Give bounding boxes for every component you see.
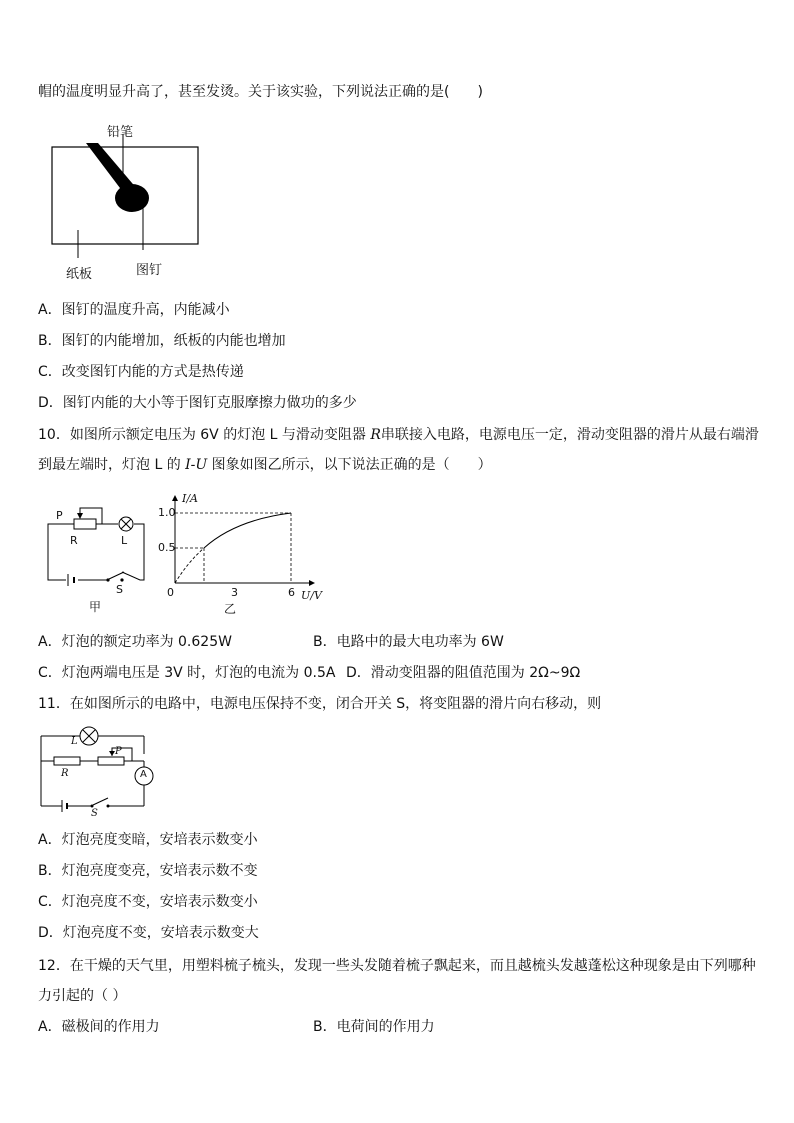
q10-text-d: 图象如图乙所示，以下说法正确的是（ ） bbox=[207, 457, 492, 473]
q11-option-d: D．灯泡亮度不变，安培表示数变大 bbox=[38, 925, 259, 941]
q11-label-s: S bbox=[91, 808, 98, 819]
q11-option-b: B．灯泡亮度变亮，安培表示数不变 bbox=[38, 863, 258, 879]
q10-caption-yi: 乙 bbox=[224, 602, 237, 616]
q11-label-a: A bbox=[140, 769, 147, 780]
q10-option-b: B．电路中的最大电功率为 6W bbox=[313, 634, 504, 650]
q9-option-c: C．改变图钉内能的方式是热传递 bbox=[38, 364, 244, 380]
curve-solid bbox=[204, 513, 291, 548]
q9-option-d: D．图钉内能的大小等于图钉克服摩擦力做功的多少 bbox=[38, 395, 357, 411]
q10-option-d: D．滑动变阻器的阻值范围为 2Ω~9Ω bbox=[346, 665, 581, 681]
q10-text-a: 10．如图所示额定电压为 6V 的灯泡 L 与滑动变阻器 bbox=[38, 427, 371, 443]
q11-stem: 11．在如图所示的电路中，电源电压保持不变，闭合开关 S，将变阻器的滑片向右移动，则 bbox=[38, 696, 602, 712]
q12-option-a: A．磁极间的作用力 bbox=[38, 1019, 160, 1035]
q10-ytick-05: 0.5 bbox=[158, 541, 176, 554]
q10-caption-jia: 甲 bbox=[89, 600, 102, 614]
label-cardboard: 纸板 bbox=[66, 267, 93, 282]
q10-option-c: C．灯泡两端电压是 3V 时，灯泡的电流为 0.5A bbox=[38, 665, 336, 681]
slider-wire bbox=[80, 508, 102, 524]
thumbtack-head bbox=[115, 184, 149, 212]
q10-xlabel: U/V bbox=[301, 589, 322, 602]
q10-text-b: 串联接入电路，电源电压一定，滑动变阻器的滑片从最右端滑 bbox=[380, 427, 759, 443]
label-thumbtack: 图钉 bbox=[136, 263, 163, 278]
q9-option-b: B．图钉的内能增加，纸板的内能也增加 bbox=[38, 333, 286, 349]
q10-option-a: A．灯泡的额定功率为 0.625W bbox=[38, 634, 232, 650]
q11-option-a: A．灯泡亮度变暗，安培表示数变小 bbox=[38, 832, 258, 848]
q10-ylabel: I/A bbox=[182, 492, 198, 505]
q10-stem-line2 bbox=[38, 455, 492, 475]
rheostat bbox=[98, 757, 124, 765]
q10-text-c: 到最左端时，灯泡 L 的 bbox=[38, 457, 186, 473]
q11-label-r: R bbox=[61, 768, 69, 779]
curve-dashed bbox=[175, 548, 204, 583]
q10-ytick-1: 1.0 bbox=[158, 506, 176, 519]
q10-stem-line1 bbox=[38, 425, 759, 445]
q10-label-l: L bbox=[121, 534, 128, 547]
q10-xtick-6: 6 bbox=[288, 586, 295, 599]
resistor-r bbox=[74, 519, 96, 529]
q10-label-p: P bbox=[56, 509, 63, 522]
label-pencil: 铅笔 bbox=[107, 125, 134, 140]
q9-option-a: A．图钉的温度升高，内能减小 bbox=[38, 302, 230, 318]
q11-option-c: C．灯泡亮度不变，安培表示数变小 bbox=[38, 894, 258, 910]
slider-arrow bbox=[77, 513, 83, 519]
q10-label-r: R bbox=[70, 534, 78, 547]
q12-stem-line1: 12．在干燥的天气里，用塑料梳子梳头，发现一些头发随着梳子飘起来，而且越梳头发越蓬松这种现象是由下列哪种 bbox=[38, 958, 756, 974]
q12-option-b: B．电荷间的作用力 bbox=[313, 1019, 435, 1035]
resistor-r bbox=[54, 757, 80, 765]
q12-stem-line2: 力引起的（ ） bbox=[38, 988, 127, 1004]
q9-stem-tail: 帽的温度明显升高了，甚至发烫。关于该实验，下列说法正确的是( ) bbox=[38, 84, 483, 100]
q10-var-r: R bbox=[370, 427, 381, 443]
switch-s bbox=[109, 572, 124, 579]
switch-s bbox=[93, 798, 108, 805]
q10-xtick-3: 3 bbox=[231, 586, 238, 599]
q10-label-s: S bbox=[116, 583, 123, 596]
q10-var-iu: I-U bbox=[185, 457, 208, 473]
q11-label-l: L bbox=[71, 736, 78, 747]
q11-label-p: P bbox=[115, 746, 122, 757]
q10-xtick-0: 0 bbox=[167, 586, 174, 599]
